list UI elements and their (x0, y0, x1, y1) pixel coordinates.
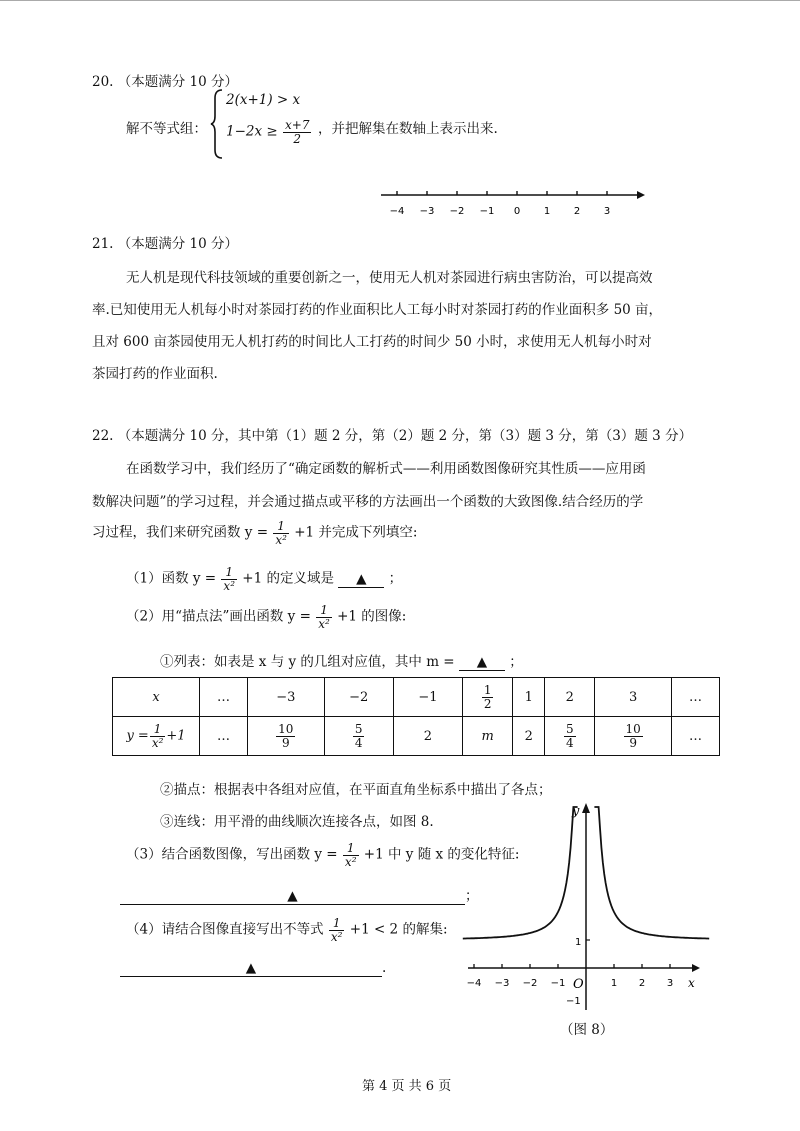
q22-intro-line-3-post: +1 并完成下列填空: (294, 524, 418, 541)
q22-step-1 (160, 650, 523, 671)
q22-intro-line-3-pre: 习过程，我们来研究函数 y = (92, 524, 269, 541)
q22-intro-line-2: 数解决问题”的学习过程，并会通过描点或平移的方法画出一个函数的大致图像.结合经历的学 (92, 494, 644, 510)
table-cell-fraction (595, 717, 671, 756)
fraction-numerator: 10 (278, 721, 294, 736)
value-table (112, 677, 720, 756)
fraction-numerator: 5 (565, 721, 574, 736)
table-header-y-prefix: y = (126, 728, 149, 744)
table-fraction (482, 684, 494, 710)
table-header-y-suffix: +1 (166, 728, 186, 744)
table-cell: 2 (393, 717, 462, 756)
q22-part-2-pre: （2）用“描点法”画出函数 y = (126, 608, 311, 625)
number-line-tick-label: −4 (389, 206, 405, 217)
function-graph (462, 795, 712, 1025)
page-footer: 第 4 页 共 6 页 (362, 1079, 452, 1094)
x-tick-label: 3 (666, 978, 674, 989)
q20-heading: 20. （本题满分 10 分） (92, 74, 239, 90)
q22-part-4-fraction (329, 917, 345, 943)
q22-intro-line-1: 在函数学习中，我们经历了“确定函数的解析式——利用函数图像研究其性质——应用函 (126, 461, 646, 477)
q22-part-1-pre: （1）函数 y = (126, 570, 217, 587)
fraction-denominator: x² (275, 532, 287, 547)
q22-step-3: ③连线：用平滑的曲线顺次连接各点，如图 8. (160, 814, 434, 830)
q22-step-1-end: ； (509, 654, 523, 670)
x-tick-label: 1 (610, 978, 618, 989)
q22-part-1 (126, 566, 402, 592)
q22-part-3-pre: （3）结合函数图像，写出函数 y = (126, 846, 338, 863)
q22-part-2 (126, 604, 406, 630)
table-cell: −3 (248, 678, 324, 717)
q21-line-1: 无人机是现代科技领域的重要创新之一，使用无人机对茶园进行病虫害防治，可以提高效 (126, 270, 653, 286)
table-cell: … (671, 717, 719, 756)
y-tick-label-1: 1 (575, 937, 582, 948)
number-line-tick-label: −3 (419, 206, 435, 217)
q22-part-4-pre: （4）请结合图像直接写出不等式 (126, 921, 324, 938)
table-cell: 3 (595, 678, 671, 717)
q22-part-3-post: +1 中 y 随 x 的变化特征: (363, 846, 520, 863)
q22-heading: 22. （本题满分 10 分，其中第（1）题 2 分，第（2）题 2 分，第（3）题 3 分，第（3）题 3 分） (92, 428, 693, 444)
q20-suffix: ，并把解集在数轴上表示出来. (318, 121, 498, 137)
q22-part-3-answer-blank[interactable]: ▲ (120, 888, 465, 905)
q20-inequality-2 (226, 119, 312, 145)
q22-step-2: ②描点：根据表中各组对应值，在平面直角坐标系中描出了各点； (160, 782, 552, 798)
x-axis-label: x (688, 976, 695, 990)
q22-part-3-end: ； (465, 888, 479, 904)
number-line-tick-label: 3 (603, 206, 611, 217)
q22-part-1-answer-blank[interactable]: ▲ (338, 571, 384, 588)
table-cell-fraction (545, 717, 595, 756)
q20-brace (210, 88, 224, 160)
y-tick-label-neg1: −1 (566, 996, 581, 1007)
table-header-y (113, 717, 200, 756)
q22-part-2-fraction (316, 604, 332, 630)
q20-fraction-denominator: 2 (283, 132, 311, 146)
fraction-denominator: x² (330, 929, 343, 944)
q20-inequality-2-fraction (283, 119, 311, 145)
table-cell: 1 (513, 678, 545, 717)
q22-part-4-post: +1 < 2 的解集: (349, 921, 448, 938)
table-cell: 2 (545, 678, 595, 717)
q22-intro-line-3 (92, 520, 417, 546)
fraction-numerator: 5 (354, 721, 363, 736)
table-cell-fraction (463, 678, 513, 717)
table-cell: … (200, 678, 248, 717)
q22-part-4-answer-line (120, 960, 386, 977)
number-line-tick-label: 2 (573, 206, 581, 217)
table-header-x: x (113, 678, 200, 717)
fraction-denominator: 4 (565, 735, 574, 750)
x-axis-arrow (692, 964, 700, 972)
origin-label: O (573, 977, 584, 992)
q22-part-1-fraction (221, 566, 237, 592)
fraction-numerator: 1 (153, 721, 162, 736)
table-cell-m: m (463, 717, 513, 756)
table-cell: −2 (324, 678, 393, 717)
x-tick-label: −2 (522, 978, 538, 989)
fraction-denominator: x² (223, 578, 235, 593)
q20-prompt: 解不等式组： (126, 121, 207, 137)
q21-line-3: 且对 600 亩茶园使用无人机打药的时间比人工打药的时间少 50 小时，求使用无人机每小时对 (92, 334, 652, 350)
x-tick-label: −3 (494, 978, 510, 989)
fraction-numerator: 1 (277, 519, 285, 533)
q22-step-1-answer-blank[interactable]: ▲ (459, 654, 505, 671)
table-fraction (624, 723, 643, 749)
fraction-denominator: x² (344, 854, 357, 869)
number-line-tick-label: −2 (449, 206, 465, 217)
q20-number-line (375, 185, 645, 221)
q22-part-4-answer-blank[interactable]: ▲ (120, 960, 382, 977)
table-cell: … (200, 717, 248, 756)
q20-inequality-1: 2(x+1) > x (226, 92, 301, 108)
table-fraction (353, 723, 365, 749)
fraction-numerator: 10 (625, 721, 641, 736)
fraction-numerator: 1 (332, 916, 341, 930)
q20-inequality-2-left: 1−2x ≥ (226, 123, 278, 140)
q22-part-3 (126, 842, 519, 868)
fraction-denominator: 9 (624, 736, 643, 750)
table-cell-fraction (248, 717, 324, 756)
q22-part-3-fraction (343, 842, 359, 868)
table-row-x (113, 678, 720, 717)
curve-right-branch (594, 807, 709, 939)
fraction-numerator: 1 (225, 565, 234, 579)
table-fraction (276, 723, 295, 749)
q22-part-3-answer-line (120, 884, 479, 905)
fraction-numerator: 1 (483, 682, 492, 697)
x-tick-label: −1 (550, 978, 566, 989)
fraction-numerator: 1 (346, 841, 355, 855)
table-row-y (113, 717, 720, 756)
number-line-tick-label: 0 (513, 206, 521, 217)
q20-fraction-numerator: x+7 (285, 118, 310, 132)
figure-caption: （图 8） (560, 1022, 614, 1038)
table-cell: −1 (393, 678, 462, 717)
q22-part-4-end: . (382, 960, 387, 976)
table-cell: 2 (513, 717, 545, 756)
x-tick-label: −4 (466, 978, 482, 989)
fraction-denominator: 4 (354, 735, 363, 750)
q22-part-4 (126, 917, 448, 943)
curve-left-branch (463, 807, 578, 939)
number-line-tick-label: −1 (479, 206, 495, 217)
q21-line-4: 茶园打药的作业面积. (92, 366, 218, 382)
fraction-numerator: 1 (320, 603, 328, 617)
fraction-denominator: 2 (483, 696, 492, 711)
q22-intro-fraction (273, 520, 289, 546)
x-tick-label: 2 (638, 978, 646, 989)
table-cell-fraction (324, 717, 393, 756)
y-axis-arrow (582, 803, 590, 813)
y-axis-label: y (572, 804, 580, 819)
q21-heading: 21. （本题满分 10 分） (92, 236, 239, 252)
fraction-denominator: x² (318, 616, 330, 631)
q22-step-1-text: ①列表：如表是 x 与 y 的几组对应值，其中 m = (160, 654, 455, 670)
q21-line-2: 率.已知使用无人机每小时对茶园打药的作业面积比人工每小时对茶园打药的作业面积多 50 亩， (92, 302, 663, 318)
table-cell: … (671, 678, 719, 717)
table-header-y-fraction (150, 723, 166, 749)
q22-part-1-end: ； (388, 570, 403, 587)
fraction-denominator: 9 (276, 736, 295, 750)
page-top-line (0, 0, 800, 1)
table-fraction (564, 723, 576, 749)
q22-part-1-post: +1 的定义域是 (242, 570, 334, 587)
q22-part-2-post: +1 的图像: (337, 608, 407, 625)
number-line-tick-label: 1 (543, 206, 551, 217)
fraction-denominator: x² (151, 735, 164, 750)
